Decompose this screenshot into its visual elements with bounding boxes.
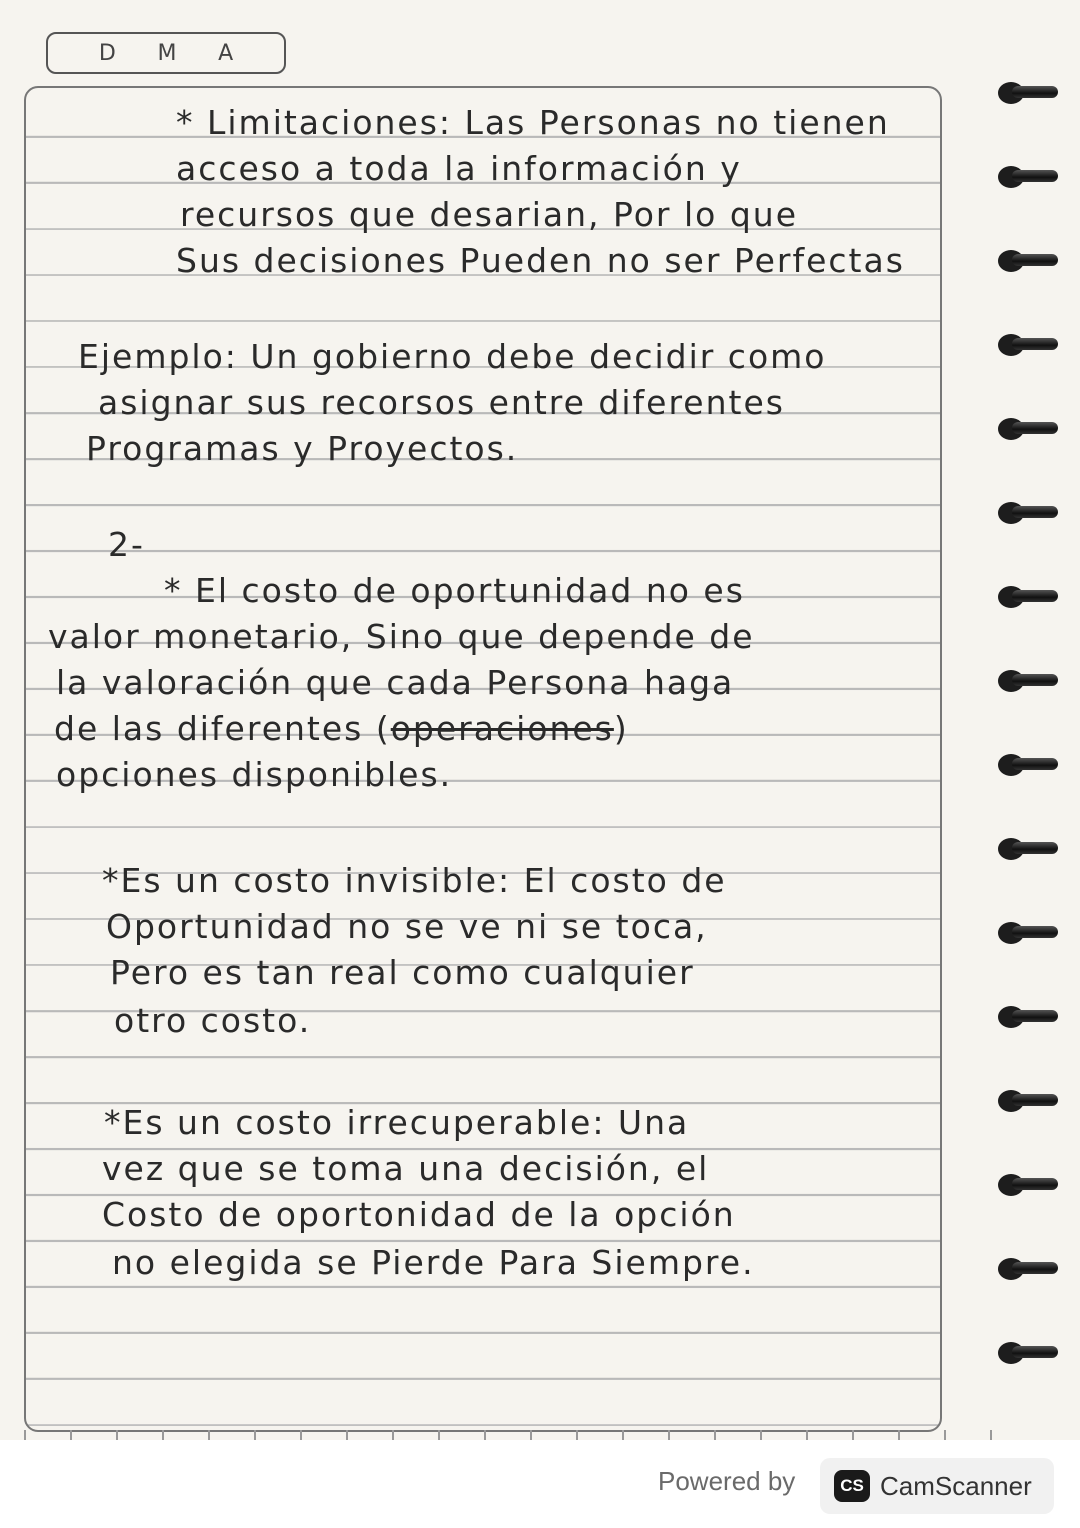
- camscanner-brand: CamScanner: [880, 1470, 1032, 1501]
- date-year-label: A: [218, 40, 234, 66]
- note-line: Costo de oportonidad de la opción: [102, 1195, 736, 1234]
- note-line: no elegida se Pierde Para Siempre.: [112, 1243, 755, 1282]
- note-line: Pero es tan real como cualquier: [110, 953, 695, 992]
- note-line: asignar sus recorsos entre diferentes: [98, 383, 785, 422]
- note-line: la valoración que cada Persona haga: [56, 663, 735, 702]
- note-text: ): [613, 709, 629, 748]
- note-text: de las diferentes (: [54, 709, 391, 748]
- note-line: *Es un costo invisible: El costo de: [102, 861, 727, 900]
- spiral-ring: [998, 244, 1058, 278]
- spiral-ring: [998, 664, 1058, 698]
- spiral-binding: [996, 60, 1058, 1430]
- spiral-ring: [998, 76, 1058, 110]
- note-line: otro costo.: [114, 1001, 312, 1040]
- spiral-ring: [998, 328, 1058, 362]
- spiral-ring: [998, 748, 1058, 782]
- note-line: Programas y Proyectos.: [86, 429, 519, 468]
- note-line: Oportunidad no se ve ni se toca,: [106, 907, 708, 946]
- date-day-label: D: [98, 40, 116, 66]
- binding-wire: [1012, 422, 1058, 434]
- spiral-ring: [998, 496, 1058, 530]
- camscanner-badge: [820, 1458, 1054, 1514]
- note-line: * Limitaciones: Las Personas no tienen: [176, 103, 890, 142]
- spiral-ring: [998, 1168, 1058, 1202]
- note-line: * El costo de oportunidad no es: [164, 571, 745, 610]
- spiral-ring: [998, 1084, 1058, 1118]
- binding-wire: [1012, 674, 1058, 686]
- note-line: [54, 706, 629, 752]
- date-box: [46, 32, 286, 74]
- spiral-ring: [998, 580, 1058, 614]
- binding-wire: [1012, 590, 1058, 602]
- binding-wire: [1012, 1346, 1058, 1358]
- crossed-out-text: operaciones: [390, 709, 614, 748]
- binding-wire: [1012, 758, 1058, 770]
- binding-wire: [1012, 1262, 1058, 1274]
- spiral-ring: [998, 1252, 1058, 1286]
- spiral-ring: [998, 160, 1058, 194]
- spiral-ring: [998, 1336, 1058, 1370]
- spiral-ring: [998, 916, 1058, 950]
- date-month-label: M: [157, 40, 177, 66]
- note-line: recursos que desarian, Por lo que: [180, 195, 798, 234]
- binding-wire: [1012, 506, 1058, 518]
- binding-wire: [1012, 926, 1058, 938]
- powered-by-label: Powered by: [658, 1466, 796, 1496]
- binding-wire: [1012, 1094, 1058, 1106]
- camscanner-logo-icon: CS: [834, 1470, 870, 1502]
- note-line: Ejemplo: Un gobierno debe decidir como: [78, 337, 827, 376]
- lined-paper: [24, 86, 942, 1432]
- binding-wire: [1012, 842, 1058, 854]
- binding-wire: [1012, 1010, 1058, 1022]
- note-line: opciones disponibles.: [56, 755, 453, 794]
- note-line: 2-: [108, 525, 145, 564]
- binding-wire: [1012, 86, 1058, 98]
- spiral-ring: [998, 1000, 1058, 1034]
- spiral-ring: [998, 412, 1058, 446]
- page-edge-ticks: [24, 1430, 1024, 1440]
- binding-wire: [1012, 338, 1058, 350]
- note-line: *Es un costo irrecuperable: Una: [104, 1103, 690, 1142]
- note-line: acceso a toda la información y: [176, 149, 742, 188]
- binding-wire: [1012, 254, 1058, 266]
- note-line: vez que se toma una decisión, el: [102, 1149, 710, 1188]
- spiral-ring: [998, 832, 1058, 866]
- note-line: Sus decisiones Pueden no ser Perfectas: [176, 241, 905, 280]
- binding-wire: [1012, 170, 1058, 182]
- binding-wire: [1012, 1178, 1058, 1190]
- note-line: valor monetario, Sino que depende de: [48, 617, 755, 656]
